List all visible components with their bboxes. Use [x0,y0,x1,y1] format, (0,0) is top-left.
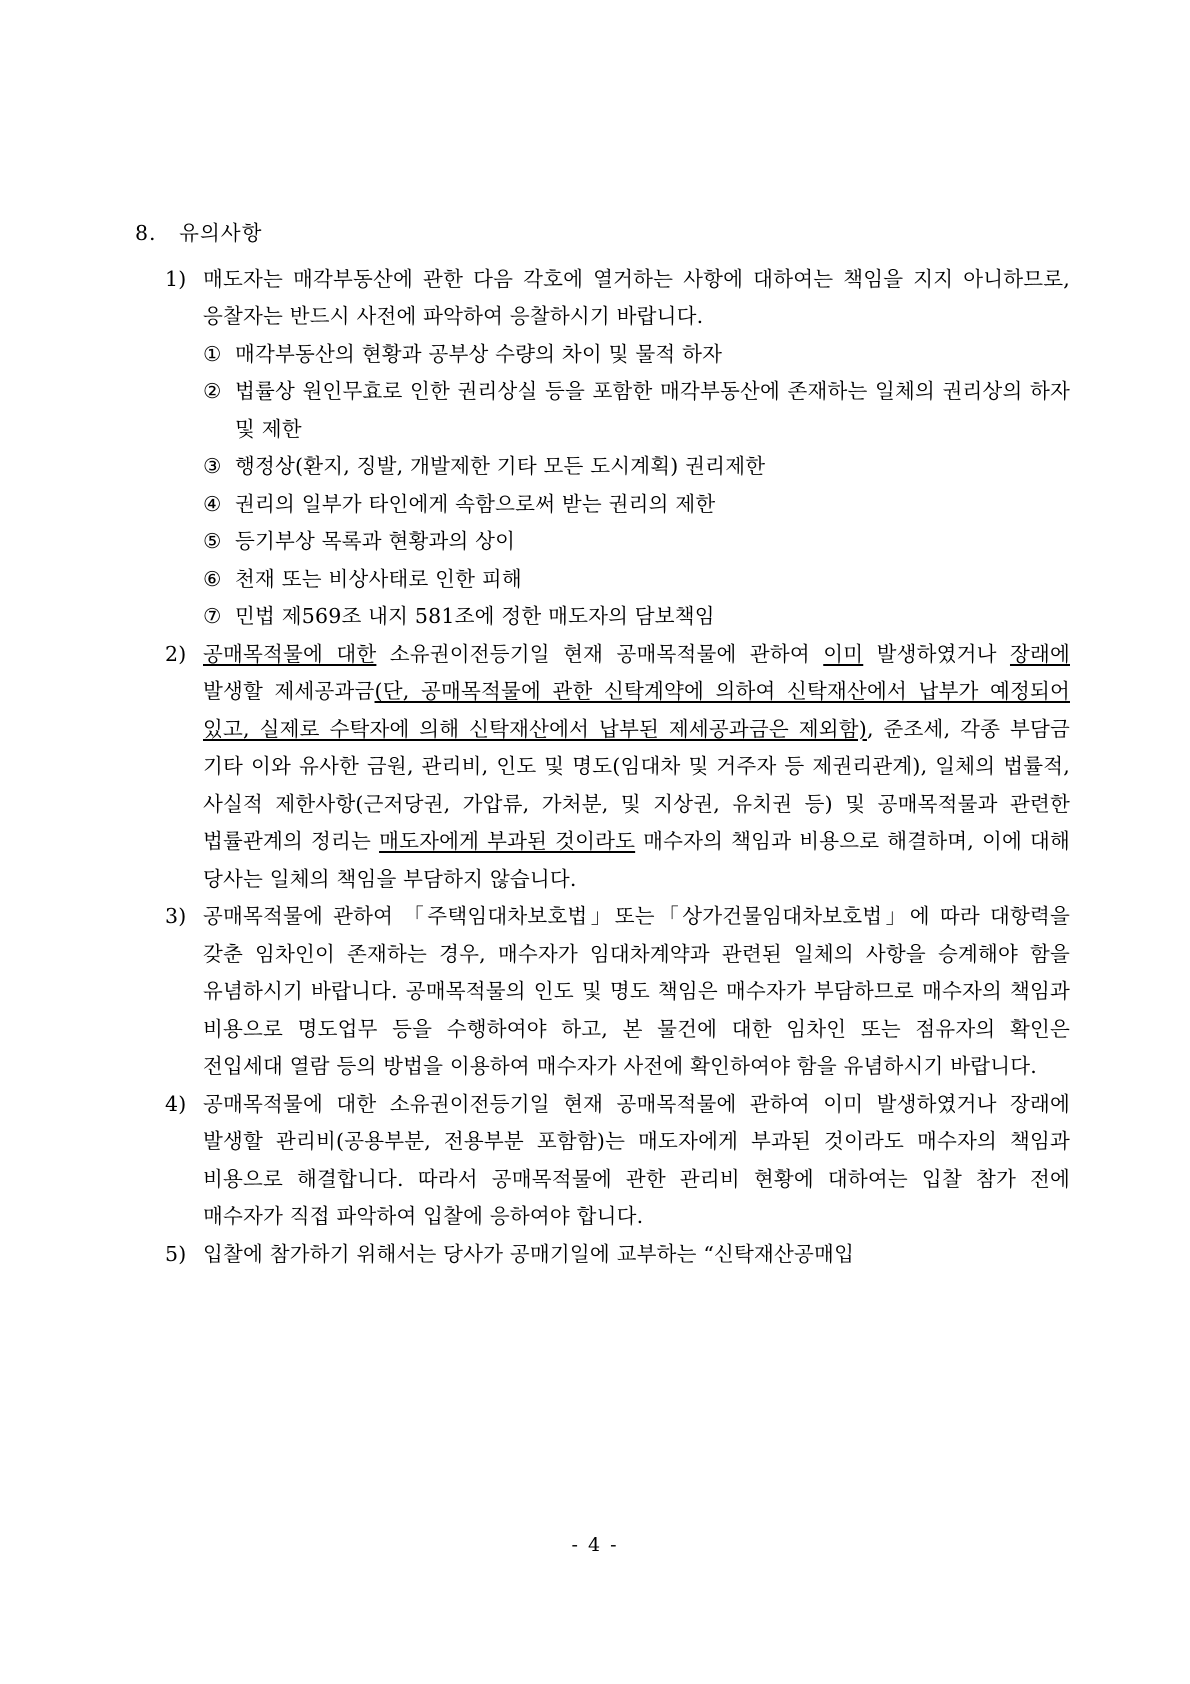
sub-list-item [135,448,1070,486]
underlined-text: 매도자에게 부과된 것이라도 [379,829,636,853]
underlined-text: 장래에 [1009,641,1070,666]
list-marker: 2) [165,641,187,666]
sub-list-item [135,598,1070,636]
sub-list-item-text: 매각부동산의 현황과 공부상 수량의 차이 및 물적 하자 [235,341,723,366]
list-marker: 4) [165,1091,187,1116]
sub-list-item-text: 법률상 원인무효로 인한 권리상실 등을 포함한 매각부동산에 존재하는 일체의 권리상의 하자 및 제한 [235,379,1070,441]
section-heading [135,215,1070,253]
sub-list-item-text: 천재 또는 비상사태로 인한 피해 [235,566,522,591]
sub-list-item [135,486,1070,524]
list-item [135,261,1070,336]
list-item [135,898,1070,1086]
underlined-text: (단, 공매목적물에 관한 신탁계약에 의하여 신탁재산에서 납부가 예정되어 있고, 실제로 수탁자에 의해 신탁재산에서 납부된 제세공과금은 제외함) [203,679,1070,741]
plain-text: 소유권이전등기일 현재 공매목적물에 관하여 [376,641,824,666]
plain-text: 발생하였거나 [863,641,1010,666]
underlined-text: 이미 [823,641,864,666]
sub-list-marker: ③ [203,454,222,478]
list-marker: 1) [165,266,187,291]
list-item-text: 매도자는 매각부동산에 관한 다음 각호에 열거하는 사항에 대하여는 책임을 지지 아니하므로, 응찰자는 반드시 사전에 파악하여 응찰하시기 바랍니다. [203,266,1070,328]
plain-text: , 준조세, 각종 부담금 기타 이와 유사한 금원, 관리비, 인도 및 명도(임대차 및 거주자 등 제권리관계), 일체의 법률적, 사실적 제한사항(근저당권, 가압류, 가처분, 및 지상권, 유치권 등) 및 공매목적물과 관련한 법률관계의 정리는 [203,716,1071,853]
sub-list-item [135,561,1070,599]
underlined-text: 공매목적물에 대한 [203,641,377,666]
section-title: 유의사항 [179,221,263,245]
list-item-text: 공매목적물에 대한 소유권이전등기일 현재 공매목적물에 관하여 이미 발생하였거나 장래에 발생할 관리비(공용부분, 전용부분 포함함)는 매도자에게 부과된 것이라도 매수자의 책임과 비용으로 해결합니다. 따라서 공매목적물에 관한 관리비 현황에 대하여는 입찰 참가 전에 매수자가 직접 파악하여 입찰에 응하여야 합니다. [203,1091,1070,1228]
document-body [135,215,1070,1273]
list-item-text [203,636,1070,899]
list-item [135,636,1070,899]
sub-list-marker: ⑥ [203,566,222,591]
sub-list-item [135,336,1070,374]
list-item [135,1086,1070,1236]
list-item-text: 입찰에 참가하기 위해서는 당사가 공매기일에 교부하는 “신탁재산공매입 [203,1241,855,1266]
list-item [135,1236,1070,1274]
list-marker: 3) [165,904,187,928]
list-marker: 5) [165,1241,187,1266]
sub-list-item [135,373,1070,448]
plain-text: 매수자의 책임과 비용으로 해결하며, 이에 대해 당사는 일체의 책임을 부담하지 않습니다. [203,829,1071,891]
sub-list-item-text: 권리의 일부가 타인에게 속함으로써 받는 권리의 제한 [235,491,716,516]
sub-list-marker: ⑤ [203,529,222,553]
list-item-text: 공매목적물에 관하여 「주택임대차보호법」또는「상가건물임대차보호법」에 따라 대항력을 갖춘 임차인이 존재하는 경우, 매수자가 임대차계약과 관련된 일체의 사항을 승계해야 함을 유념하시기 바랍니다. 공매목적물의 인도 및 명도 책임은 매수자가 부담하므로 매수자의 책임과 비용으로 명도업무 등을 수행하여야 하고, 본 물건에 대한 임차인 또는 점유자의 확인은 전입세대 열람 등의 방법을 이용하여 매수자가 사전에 확인하여야 함을 유념하시기 바랍니다. [203,904,1070,1078]
section-number: 8. [135,221,157,245]
sub-list-item-text: 행정상(환지, 징발, 개발제한 기타 모든 도시계획) 권리제한 [235,454,766,478]
sub-list-item [135,523,1070,561]
sub-list-marker: ① [203,341,222,366]
sub-list-item-text: 등기부상 목록과 현황과의 상이 [235,529,516,553]
sub-list-marker: ⑦ [203,604,222,628]
sub-list-marker: ④ [203,491,222,516]
plain-text: 발생할 제세공과금 [203,679,375,703]
sub-list-marker: ② [203,379,222,403]
sub-list-item-text: 민법 제569조 내지 581조에 정한 매도자의 담보책임 [235,604,715,628]
page-number: - 4 - [571,1534,619,1556]
